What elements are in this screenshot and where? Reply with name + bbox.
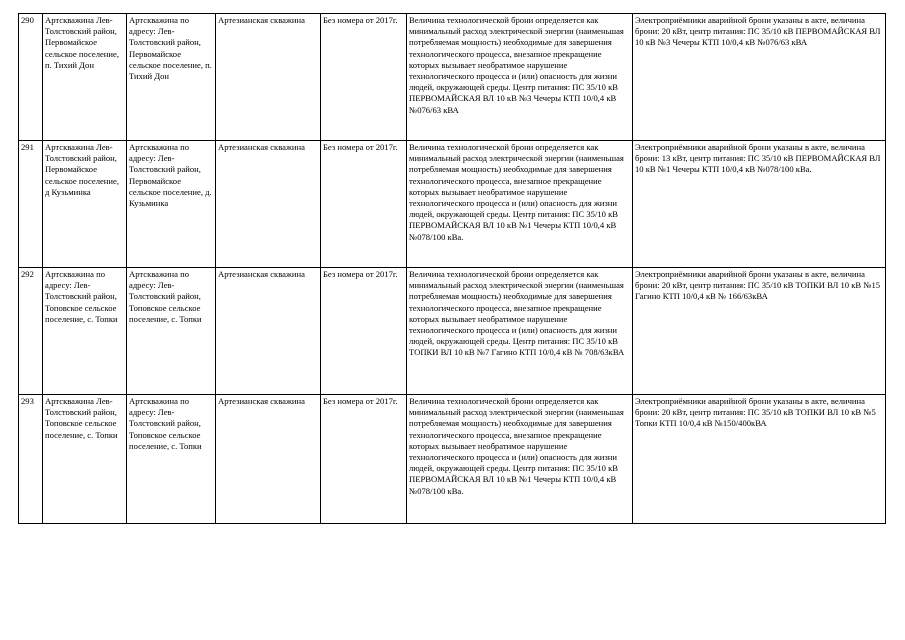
object-address: Артскважина по адресу: Лев-Толстовский район, Первомайское сельское поселение, д. Кузьминка <box>127 141 216 268</box>
object-type: Артезианская скважина <box>216 395 321 524</box>
table-row <box>19 14 886 141</box>
row-number: 292 <box>19 268 43 395</box>
object-number: Без номера от 2017г. <box>321 268 407 395</box>
object-address: Артскважина по адресу: Лев-Толстовский район, Топовское сельское поселение, с. Топки <box>127 395 216 524</box>
object-number: Без номера от 2017г. <box>321 395 407 524</box>
object-number: Без номера от 2017г. <box>321 14 407 141</box>
object-type: Артезианская скважина <box>216 268 321 395</box>
object-type: Артезианская скважина <box>216 14 321 141</box>
object-type: Артезианская скважина <box>216 141 321 268</box>
object-name: Артскважина Лев-Толстовский район, Первомайское сельское поселение, п. Тихий Дон <box>43 14 127 141</box>
row-number: 291 <box>19 141 43 268</box>
object-number: Без номера от 2017г. <box>321 141 407 268</box>
object-address: Артскважина по адресу: Лев-Толстовский район, Топовское сельское поселение, с. Топки <box>127 268 216 395</box>
object-name: Артскважина Лев-Толстовский район, Первомайское сельское поселение, д Кузьминка <box>43 141 127 268</box>
emergency-reserve: Электроприёмники аварийной брони указаны в акте, величина брони: 20 кВт, центр питания: ПС 35/10 кВ ПЕРВОМАЙСКАЯ ВЛ 10 кВ №3 Чечеры КТП 10/0,4 кВ №076/63 кВА <box>633 14 886 141</box>
technological-reserve: Величина технологической брони определяется как минимальный расход электрической энергии (наименьшая потребляемая мощность) необходимые для завершения технологического процесса, внезапное прекращение которых вызывает необратимое нарушение технологического процесса и (или) опасность для жизни людей, окружающей среды. Центр питания: ПС 35/10 кВ ПЕРВОМАЙСКАЯ ВЛ 10 кВ №1 Чечеры КТП 10/0,4 кВ №078/100 кВа. <box>407 141 633 268</box>
technological-reserve: Величина технологической брони определяется как минимальный расход электрической энергии (наименьшая потребляемая мощность) необходимые для завершения технологического процесса, внезапное прекращение которых вызывает необратимое нарушение технологического процесса и (или) опасность для жизни людей, окружающей среды. Центр питания: ПС 35/10 кВ ПЕРВОМАЙСКАЯ ВЛ 10 кВ №3 Чечеры КТП 10/0,4 кВ №076/63 кВА <box>407 14 633 141</box>
object-address: Артскважина по адресу: Лев-Толстовский район, Первомайское сельское поселение, п. Тихий Дон <box>127 14 216 141</box>
row-number: 293 <box>19 395 43 524</box>
emergency-reserve: Электроприёмники аварийной брони указаны в акте, величина брони: 20 кВт, центр питания: ПС 35/10 кВ ТОПКИ ВЛ 10 кВ №5 Топки КТП 10/0,4 кВ №150/400кВА <box>633 395 886 524</box>
row-number: 290 <box>19 14 43 141</box>
emergency-reserve: Электроприёмники аварийной брони указаны в акте, величина брони: 13 кВт, центр питания: ПС 35/10 кВ ПЕРВОМАЙСКАЯ ВЛ 10 кВ №1 Чечеры КТП 10/0,4 кВ №078/100 кВа. <box>633 141 886 268</box>
reservation-table <box>18 13 886 524</box>
object-name: Артскважина Лев-Толстовский район, Топовское сельское поселение, с. Топки <box>43 395 127 524</box>
table-row <box>19 268 886 395</box>
technological-reserve: Величина технологической брони определяется как минимальный расход электрической энергии (наименьшая потребляемая мощность) необходимые для завершения технологического процесса, внезапное прекращение которых вызывает необратимое нарушение технологического процесса и (или) опасность для жизни людей, окружающей среды. Центр питания: ПС 35/10 кВ ПЕРВОМАЙСКАЯ ВЛ 10 кВ №1 Чечеры КТП 10/0,4 кВ №078/100 кВа. <box>407 395 633 524</box>
technological-reserve: Величина технологической брони определяется как минимальный расход электрической энергии (наименьшая потребляемая мощность) необходимые для завершения технологического процесса, внезапное прекращение которых вызывает необратимое нарушение технологического процесса и (или) опасность для жизни людей, окружающей среды. Центр питания: ПС 35/10 кВ ТОПКИ ВЛ 10 кВ №7 Гагино КТП 10/0,4 кВ № 708/63кВА <box>407 268 633 395</box>
table-row <box>19 395 886 524</box>
object-name: Артскважина по адресу: Лев-Толстовский район, Топовское сельское поселение, с. Топки <box>43 268 127 395</box>
emergency-reserve: Электроприёмники аварийной брони указаны в акте, величина брони: 20 кВт, центр питания: ПС 35/10 кВ ТОПКИ ВЛ 10 кВ №15 Гагино КТП 10/0,4 кВ № 166/63кВА <box>633 268 886 395</box>
table-row <box>19 141 886 268</box>
